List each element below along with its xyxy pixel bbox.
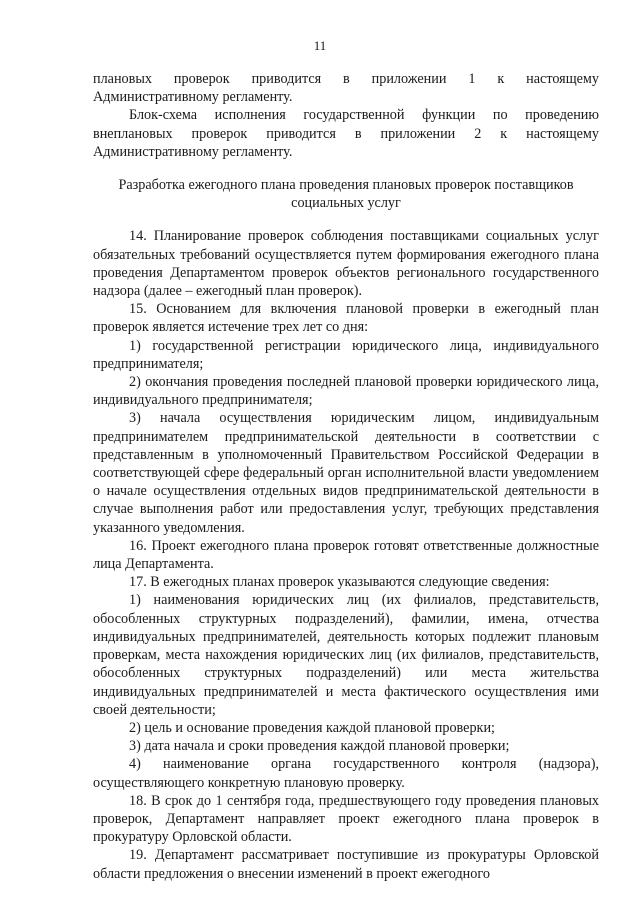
list-item-17-1: 1) наименования юридических лиц (их филиалов, представительств, обособленных структурных подразделений), фамилии, имена, отчества индивидуальных предпринимателей, деятельность которых подлежит плановым проверкам, места нахождения юридических лиц (их филиалов, представительств, обособленных структурных подразделений) или места жительства индивидуальных предпринимателей и места фактического осуществления ими своей деятельности; [93, 592, 599, 718]
list-item-15-3: 3) начала осуществления юридическим лицом, индивидуальным предпринимателем предпринимательской деятельности в соответствии с представленным в уполномоченный Правительством Российской Федерации в соответствующей сфере федеральный орган исполнительной власти уведомлением о начале осуществления отдельных видов предпринимательской деятельности в случае выполнения работ или предоставления услуг, требующих представления указанного уведомления. [93, 410, 599, 536]
paragraph-flowchart-note: Блок-схема исполнения государственной функции по проведению внеплановых проверок приводится в приложении 2 к настоящему Административному регламенту. [93, 107, 599, 160]
document-body [93, 70, 599, 883]
paragraph-19: 19. Департамент рассматривает поступившие из прокуратуры Орловской области предложения о внесении изменений в проект ежегодного [93, 847, 599, 882]
paragraph-14: 14. Планирование проверок соблюдения поставщиками социальных услуг обязательных требований осуществляется путем формирования ежегодного плана проведения Департаментом проверок объектов регионального государственного надзора (далее – ежегодный план проверок). [93, 228, 599, 300]
list-item-17-2: 2) цель и основание проведения каждой плановой проверки; [129, 719, 495, 736]
list-item-15-2: 2) окончания проведения последней плановой проверки юридического лица, индивидуального предпринимателя; [93, 374, 599, 409]
paragraph-17: 17. В ежегодных планах проверок указываются следующие сведения: [129, 574, 550, 591]
list-item-17-3: 3) дата начала и сроки проведения каждой плановой проверки; [129, 738, 510, 755]
page-number: 11 [313, 38, 327, 53]
paragraph-15: 15. Основанием для включения плановой проверки в ежегодный план проверок является истечение трех лет со дня: [93, 301, 599, 336]
paragraph-18: 18. В срок до 1 сентября года, предшествующего году проведения плановых проверок, Департамент направляет проект ежегодного плана проверок в прокуратуру Орловской области. [93, 792, 599, 846]
paragraph-16: 16. Проект ежегодного плана проверок готовят ответственные должностные лица Департамента. [93, 537, 599, 573]
section-heading: Разработка ежегодного плана проведения плановых проверок поставщиков социальных услуг [118, 177, 574, 212]
list-item-17-4: 4) наименование органа государственного контроля (надзора), осуществляющего конкретную плановую проверку. [93, 756, 599, 791]
paragraph-continuation: плановых проверок приводится в приложении 1 к настоящему Административному регламенту. [93, 71, 599, 106]
list-item-15-1: 1) государственной регистрации юридического лица, индивидуального предпринимателя; [93, 337, 599, 372]
